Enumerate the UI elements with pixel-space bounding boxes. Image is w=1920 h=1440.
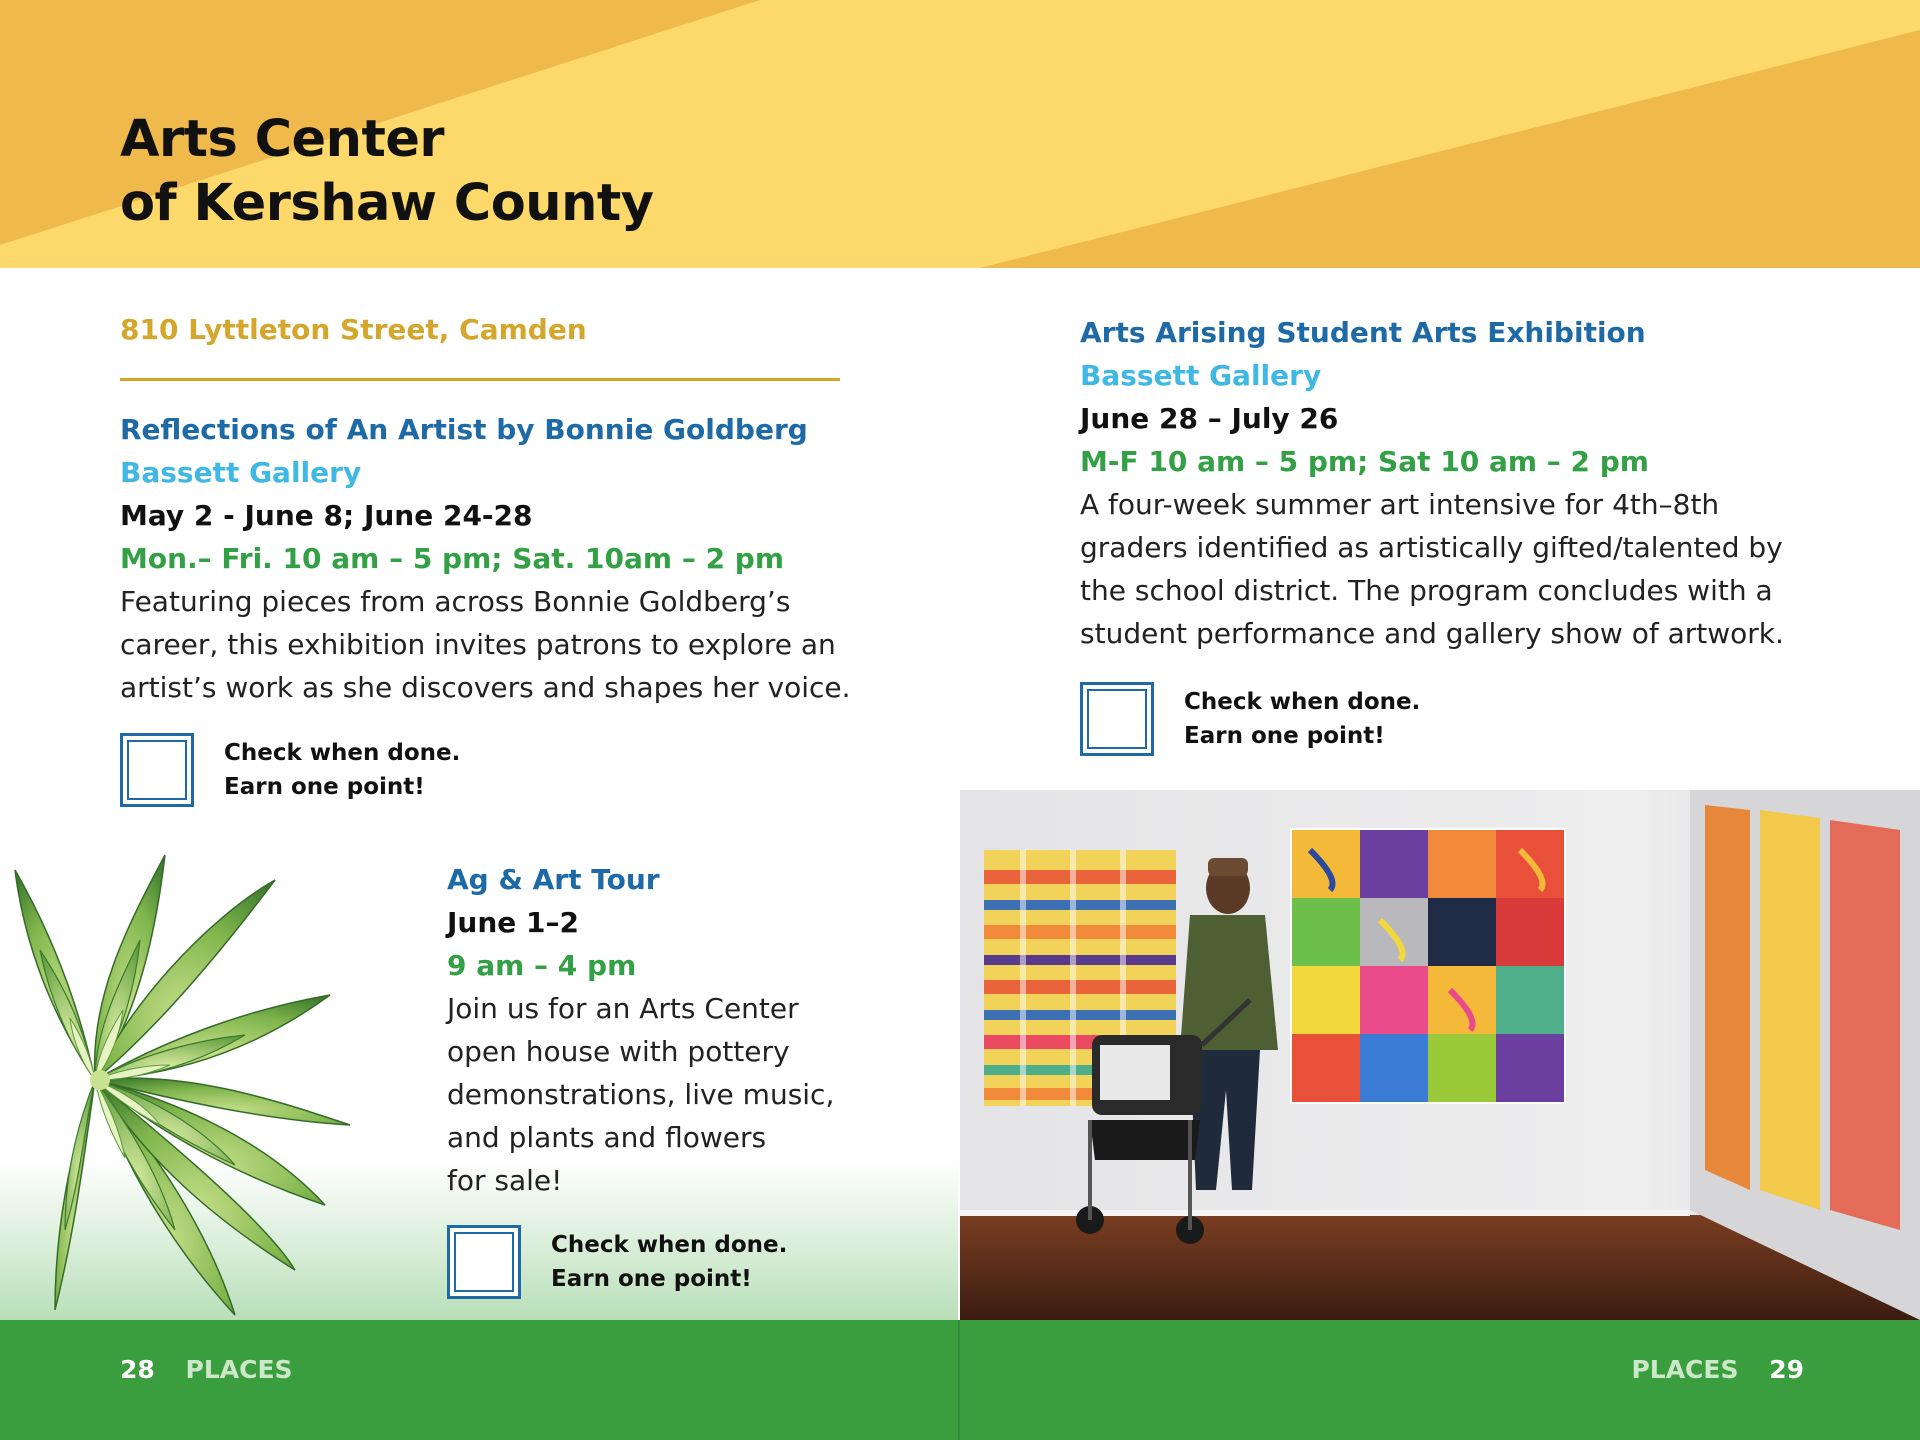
event-description: and plants and flowers bbox=[447, 1121, 767, 1154]
section-label-right: PLACES bbox=[1631, 1355, 1739, 1384]
event-dates: May 2 - June 8; June 24-28 bbox=[120, 499, 533, 532]
event-description: graders identified as artistically gifted/talented by bbox=[1080, 531, 1783, 564]
event-hours: Mon.– Fri. 10 am – 5 pm; Sat. 10am – 2 pm bbox=[120, 542, 785, 575]
event-dates: June 28 – July 26 bbox=[1080, 402, 1339, 435]
event-description: demonstrations, live music, bbox=[447, 1078, 835, 1111]
event-description: Join us for an Arts Center bbox=[447, 992, 799, 1025]
event-title: Arts Arising Student Arts Exhibition bbox=[1080, 316, 1646, 349]
page-gutter bbox=[958, 1320, 960, 1440]
footer-right bbox=[1631, 1355, 1804, 1384]
checkbox-label: Check when done. Earn one point! bbox=[1184, 689, 1421, 749]
checkbox-label: Check when done. Earn one point! bbox=[551, 1232, 788, 1292]
done-checkbox[interactable] bbox=[1080, 682, 1154, 756]
venue-address: 810 Lyttleton Street, Camden bbox=[120, 313, 587, 346]
event-description: career, this exhibition invites patrons to explore an bbox=[120, 628, 836, 661]
header-band bbox=[0, 0, 1920, 268]
event-description: student performance and gallery show of artwork. bbox=[1080, 617, 1784, 650]
event-description: for sale! bbox=[447, 1164, 563, 1197]
footer-left bbox=[120, 1355, 293, 1384]
address-divider bbox=[120, 378, 840, 381]
gallery-photo bbox=[960, 790, 1920, 1320]
event-reflections bbox=[120, 408, 860, 709]
done-checkbox[interactable] bbox=[447, 1225, 521, 1299]
event-description: A four-week summer art intensive for 4th–8th bbox=[1080, 488, 1720, 521]
page-number-left: 28 bbox=[120, 1355, 155, 1384]
checkbox-arts-arising bbox=[1080, 682, 1420, 756]
event-description: open house with pottery bbox=[447, 1035, 790, 1068]
done-checkbox[interactable] bbox=[120, 733, 194, 807]
succulent-image bbox=[0, 835, 400, 1325]
event-description: the school district. The program concludes with a bbox=[1080, 574, 1773, 607]
event-title: Reflections of An Artist by Bonnie Goldberg bbox=[120, 413, 808, 446]
event-arts-arising bbox=[1080, 311, 1840, 655]
event-venue: Bassett Gallery bbox=[120, 456, 362, 489]
page-number-right: 29 bbox=[1769, 1355, 1804, 1384]
event-ag-art-tour bbox=[447, 858, 867, 1202]
event-description: artist’s work as she discovers and shapes her voice. bbox=[120, 671, 851, 704]
page-title: Arts Center of Kershaw County bbox=[120, 110, 654, 233]
event-venue: Bassett Gallery bbox=[1080, 359, 1322, 392]
checkbox-label: Check when done. Earn one point! bbox=[224, 740, 461, 800]
event-hours: M-F 10 am – 5 pm; Sat 10 am – 2 pm bbox=[1080, 445, 1649, 478]
event-description: Featuring pieces from across Bonnie Goldberg’s bbox=[120, 585, 791, 618]
patchwork-quilt bbox=[1290, 828, 1566, 1104]
event-dates: June 1–2 bbox=[447, 906, 579, 939]
event-hours: 9 am – 4 pm bbox=[447, 949, 637, 982]
checkbox-ag-art-tour bbox=[447, 1225, 787, 1299]
section-label-left: PLACES bbox=[185, 1355, 293, 1384]
event-title: Ag & Art Tour bbox=[447, 863, 660, 896]
checkbox-reflections bbox=[120, 733, 460, 807]
